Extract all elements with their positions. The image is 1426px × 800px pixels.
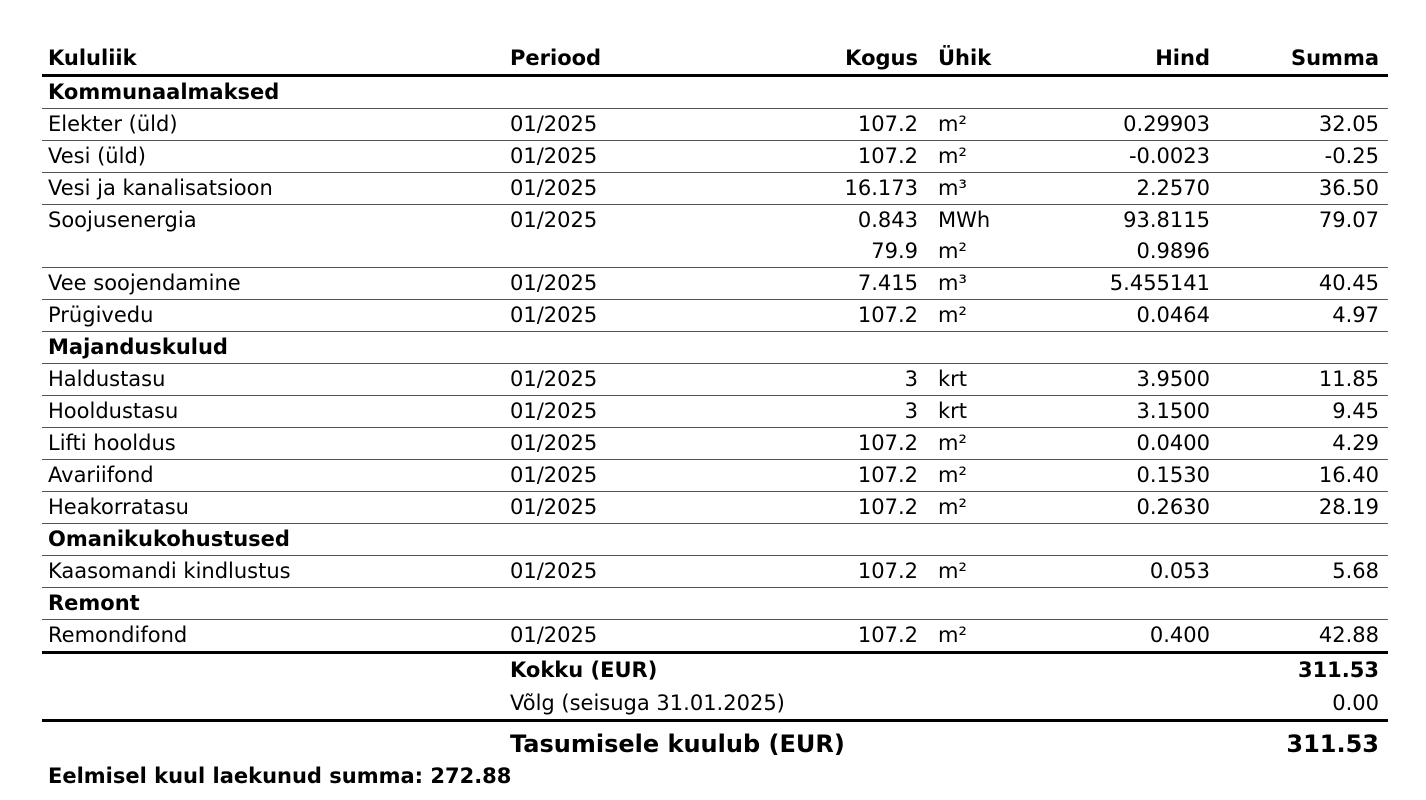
item-sum: -0.25 bbox=[1216, 141, 1388, 173]
category-row bbox=[42, 76, 1388, 109]
table-row bbox=[42, 492, 1388, 524]
item-sum: 28.19 bbox=[1216, 492, 1388, 524]
item-unit: m² bbox=[926, 141, 1026, 173]
item-qty: 16.173 bbox=[714, 173, 926, 205]
item-period: 01/2025 bbox=[504, 492, 714, 524]
item-price: 0.0464 bbox=[1026, 300, 1216, 332]
debt-label: Võlg (seisuga 31.01.2025) bbox=[504, 687, 1216, 721]
item-name: Lifti hooldus bbox=[42, 428, 504, 460]
item-period: 01/2025 bbox=[504, 396, 714, 428]
item-name: Kaasomandi kindlustus bbox=[42, 556, 504, 588]
table-row bbox=[42, 556, 1388, 588]
item-price: -0.0023 bbox=[1026, 141, 1216, 173]
amount-due-label: Tasumisele kuulub (EUR) bbox=[510, 730, 845, 758]
item-qty: 107.2 bbox=[714, 492, 926, 524]
item-price-secondary: 0.9896 bbox=[1026, 236, 1216, 268]
item-price: 5.455141 bbox=[1026, 268, 1216, 300]
item-sum: 4.29 bbox=[1216, 428, 1388, 460]
item-price: 0.053 bbox=[1026, 556, 1216, 588]
item-qty: 3 bbox=[714, 396, 926, 428]
item-period: 01/2025 bbox=[504, 556, 714, 588]
amount-due-row bbox=[42, 721, 1388, 765]
item-unit: m³ bbox=[926, 268, 1026, 300]
item-name: Vesi ja kanalisatsioon bbox=[42, 173, 504, 205]
item-qty: 107.2 bbox=[714, 428, 926, 460]
item-qty: 107.2 bbox=[714, 556, 926, 588]
item-price: 0.29903 bbox=[1026, 109, 1216, 141]
category-row bbox=[42, 588, 1388, 620]
item-name: Soojusenergia bbox=[48, 208, 197, 232]
item-sum: 4.97 bbox=[1216, 300, 1388, 332]
item-unit: MWh bbox=[938, 208, 991, 232]
item-sum: 79.07 bbox=[1318, 208, 1379, 232]
invoice-sheet bbox=[42, 38, 1388, 764]
table-row bbox=[42, 268, 1388, 300]
item-unit: krt bbox=[926, 364, 1026, 396]
item-qty: 107.2 bbox=[714, 141, 926, 173]
item-sum: 42.88 bbox=[1216, 620, 1388, 653]
item-period: 01/2025 bbox=[504, 268, 714, 300]
table-row bbox=[42, 396, 1388, 428]
item-period: 01/2025 bbox=[504, 364, 714, 396]
item-name: Heakorratasu bbox=[42, 492, 504, 524]
item-unit: m² bbox=[926, 109, 1026, 141]
total-value: 311.53 bbox=[1297, 658, 1379, 682]
cost-table bbox=[42, 38, 1388, 764]
item-name: Prügivedu bbox=[42, 300, 504, 332]
amount-due-value: 311.53 bbox=[1286, 730, 1379, 758]
item-period: 01/2025 bbox=[510, 208, 598, 232]
item-price: 3.9500 bbox=[1026, 364, 1216, 396]
table-row bbox=[42, 620, 1388, 653]
item-period: 01/2025 bbox=[504, 620, 714, 653]
item-sum: 36.50 bbox=[1216, 173, 1388, 205]
item-name: Remondifond bbox=[42, 620, 504, 653]
item-price: 0.1530 bbox=[1026, 460, 1216, 492]
item-sum: 11.85 bbox=[1216, 364, 1388, 396]
item-price: 0.0400 bbox=[1026, 428, 1216, 460]
item-qty-secondary: 79.9 bbox=[714, 236, 926, 268]
item-period: 01/2025 bbox=[504, 428, 714, 460]
debt-value: 0.00 bbox=[1216, 687, 1388, 721]
header-hind: Hind bbox=[1026, 38, 1216, 76]
category-label: Kommunaalmaksed bbox=[42, 76, 1388, 109]
item-sum: 9.45 bbox=[1216, 396, 1388, 428]
item-sum: 5.68 bbox=[1216, 556, 1388, 588]
item-price: 0.2630 bbox=[1026, 492, 1216, 524]
table-row bbox=[42, 205, 1388, 237]
item-period: 01/2025 bbox=[504, 141, 714, 173]
total-label: Kokku (EUR) bbox=[510, 658, 658, 682]
item-unit: krt bbox=[926, 396, 1026, 428]
item-period: 01/2025 bbox=[504, 460, 714, 492]
item-name: Haldustasu bbox=[42, 364, 504, 396]
table-subrow bbox=[42, 236, 1388, 268]
item-unit-secondary: m² bbox=[926, 236, 1026, 268]
item-price: 0.400 bbox=[1026, 620, 1216, 653]
table-row bbox=[42, 428, 1388, 460]
table-row bbox=[42, 173, 1388, 205]
table-row bbox=[42, 141, 1388, 173]
item-sum: 40.45 bbox=[1216, 268, 1388, 300]
total-row bbox=[42, 653, 1388, 688]
item-name: Vee soojendamine bbox=[42, 268, 504, 300]
item-qty: 107.2 bbox=[714, 460, 926, 492]
header-summa: Summa bbox=[1216, 38, 1388, 76]
header-row bbox=[42, 38, 1388, 76]
item-qty: 0.843 bbox=[857, 208, 918, 232]
category-label: Omanikukohustused bbox=[42, 524, 1388, 556]
item-period: 01/2025 bbox=[504, 300, 714, 332]
table-row bbox=[42, 300, 1388, 332]
item-qty: 3 bbox=[714, 364, 926, 396]
item-sum: 32.05 bbox=[1216, 109, 1388, 141]
item-price: 93.8115 bbox=[1123, 208, 1210, 232]
item-unit: m² bbox=[926, 556, 1026, 588]
header-yhik: Ühik bbox=[926, 38, 1026, 76]
category-label: Remont bbox=[42, 588, 1388, 620]
item-unit: m² bbox=[926, 492, 1026, 524]
item-qty: 7.415 bbox=[714, 268, 926, 300]
item-period: 01/2025 bbox=[504, 109, 714, 141]
table-row bbox=[42, 109, 1388, 141]
category-row bbox=[42, 524, 1388, 556]
item-name: Vesi (üld) bbox=[42, 141, 504, 173]
item-unit: m² bbox=[926, 460, 1026, 492]
header-periood: Periood bbox=[504, 38, 714, 76]
item-sum: 16.40 bbox=[1216, 460, 1388, 492]
header-kogus: Kogus bbox=[714, 38, 926, 76]
debt-row bbox=[42, 687, 1388, 721]
table-row bbox=[42, 364, 1388, 396]
item-price: 3.1500 bbox=[1026, 396, 1216, 428]
item-unit: m² bbox=[926, 300, 1026, 332]
item-qty: 107.2 bbox=[714, 300, 926, 332]
table-row bbox=[42, 460, 1388, 492]
item-qty: 107.2 bbox=[714, 620, 926, 653]
item-name: Hooldustasu bbox=[42, 396, 504, 428]
previous-payment-note: Eelmisel kuul laekunud summa: 272.88 bbox=[48, 764, 512, 788]
item-unit: m² bbox=[926, 428, 1026, 460]
item-unit: m² bbox=[926, 620, 1026, 653]
item-price: 2.2570 bbox=[1026, 173, 1216, 205]
item-unit: m³ bbox=[926, 173, 1026, 205]
category-label: Majanduskulud bbox=[42, 332, 1388, 364]
item-name: Elekter (üld) bbox=[42, 109, 504, 141]
item-name: Avariifond bbox=[42, 460, 504, 492]
item-period: 01/2025 bbox=[504, 173, 714, 205]
category-row bbox=[42, 332, 1388, 364]
header-kululiik: Kululiik bbox=[42, 38, 504, 76]
item-qty: 107.2 bbox=[714, 109, 926, 141]
